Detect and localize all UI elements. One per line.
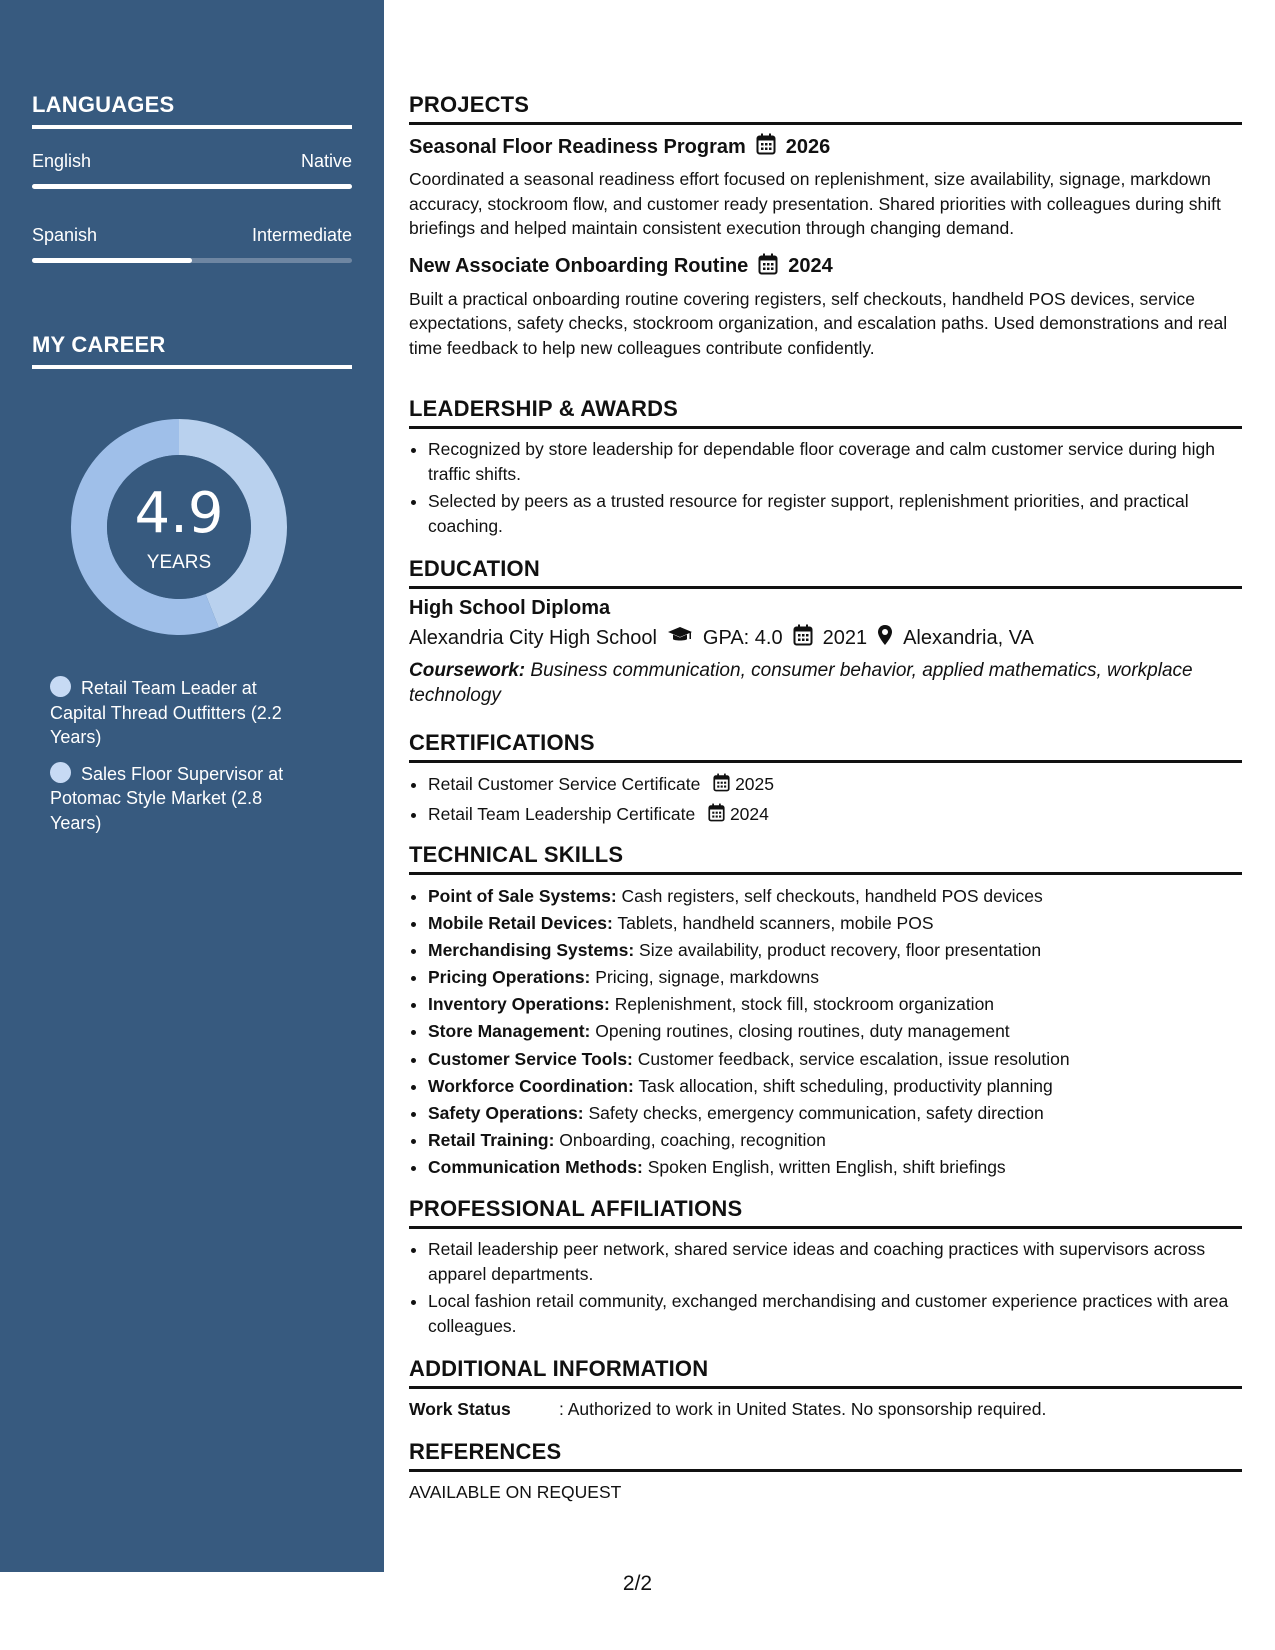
- skill-value: Tablets, handheld scanners, mobile POS: [612, 913, 934, 934]
- career-total-unit: YEARS: [146, 552, 212, 573]
- skill-item: [428, 911, 1242, 936]
- skill-item: [428, 1019, 1242, 1044]
- career-total-value: 4.9: [134, 481, 224, 546]
- skill-item: [428, 1128, 1242, 1153]
- language-item: [32, 151, 352, 189]
- education-school: Alexandria City High School: [409, 626, 657, 649]
- graduation-cap-icon: [667, 626, 693, 650]
- skill-value: Replenishment, stock fill, stockroom organization: [609, 994, 995, 1015]
- career-item: [50, 676, 312, 750]
- certifications-title: CERTIFICATIONS: [409, 730, 1242, 763]
- list-item: • Local fashion retail community, exchanged merchandising and customer experience practices with area colleagues.: [428, 1289, 1242, 1338]
- page-number: 2/2: [622, 1572, 653, 1595]
- education-year: 2021: [822, 626, 868, 649]
- project-name: Seasonal Floor Readiness Program: [409, 135, 746, 158]
- skill-label: Point of Sale Systems:: [428, 886, 617, 906]
- languages-section: [32, 92, 352, 263]
- project-year: 2026: [785, 135, 831, 158]
- list-item: [428, 772, 1242, 799]
- certification-name: Retail Team Leadership Certificate: [428, 803, 696, 824]
- bullet-dot-icon: [50, 676, 71, 697]
- language-bar: [32, 184, 352, 189]
- list-item: • Recognized by store leadership for dependable floor coverage and calm customer service during high traffic shifts.: [428, 437, 1242, 486]
- work-status-label: Work Status: [409, 1399, 511, 1419]
- language-bar-fill: [32, 184, 352, 189]
- skill-value: Spoken English, written English, shift briefings: [642, 1156, 1006, 1177]
- skills-title: TECHNICAL SKILLS: [409, 842, 1242, 875]
- skill-label: Mobile Retail Devices:: [428, 913, 613, 934]
- projects-title: PROJECTS: [409, 92, 1242, 125]
- project-name: New Associate Onboarding Routine: [409, 255, 749, 277]
- project-description: Built a practical onboarding routine covering registers, self checkouts, handheld POS devices, service expectations, safety checks, stockroom organization, and escalation paths. Used demonstrations and real time feedback to help new colleagues contribute confidently.: [409, 288, 1228, 358]
- affiliations-list: [409, 1237, 1242, 1338]
- sidebar: [0, 0, 384, 1572]
- list-item: • Retail leadership peer network, shared service ideas and coaching practices with supervisors across apparel departments.: [428, 1237, 1242, 1286]
- leadership-section: [409, 396, 1242, 541]
- skill-item: [428, 1074, 1242, 1099]
- language-level: Native: [300, 151, 352, 171]
- affiliations-title: PROFESSIONAL AFFILIATIONS: [409, 1196, 1242, 1229]
- additional-title: ADDITIONAL INFORMATION: [409, 1356, 1242, 1389]
- skill-value: Onboarding, coaching, recognition: [554, 1129, 826, 1150]
- calendar-icon: [708, 803, 725, 829]
- skill-label: Inventory Operations:: [428, 994, 610, 1015]
- skill-label: Store Management:: [428, 1021, 591, 1042]
- coursework-label: Coursework:: [409, 660, 526, 681]
- language-name: English: [32, 151, 92, 171]
- skill-label: Workforce Coordination:: [428, 1075, 634, 1096]
- project-year: 2024: [788, 255, 833, 277]
- education-title: EDUCATION: [409, 556, 1242, 589]
- skill-value: Safety checks, emergency communication, safety direction: [583, 1102, 1044, 1123]
- certification-year: 2025: [735, 774, 774, 794]
- references-section: [409, 1439, 1242, 1503]
- language-bar: [32, 258, 352, 263]
- career-donut-chart: [66, 414, 292, 640]
- project-title: [409, 253, 1242, 281]
- certification-name: Retail Customer Service Certificate: [428, 774, 701, 794]
- career-list: [50, 676, 312, 847]
- skill-value: Task allocation, shift scheduling, productivity planning: [633, 1075, 1053, 1096]
- calendar-icon: [713, 773, 730, 799]
- language-bar-fill: [32, 258, 192, 263]
- certifications-list: [409, 772, 1242, 828]
- language-level: Intermediate: [251, 225, 352, 245]
- skill-item: [428, 938, 1242, 963]
- education-section: [409, 556, 1242, 708]
- language-item: [32, 225, 352, 263]
- skill-value: Size availability, product recovery, floor presentation: [634, 940, 1042, 961]
- skill-label: Retail Training:: [428, 1129, 555, 1150]
- leadership-list: [409, 437, 1242, 538]
- work-status-row: [409, 1399, 1242, 1420]
- calendar-icon: [793, 624, 813, 652]
- language-name: Spanish: [32, 225, 98, 245]
- skill-value: Pricing, signage, markdowns: [590, 967, 819, 988]
- skill-value: Opening routines, closing routines, duty management: [590, 1021, 1010, 1042]
- skill-item: [428, 965, 1242, 990]
- career-item: [50, 762, 312, 836]
- career-item-text: Retail Team Leader at Capital Thread Outfitters (2.2 Years): [50, 678, 282, 747]
- career-item-text: Sales Floor Supervisor at Potomac Style Market (2.8 Years): [50, 763, 284, 833]
- affiliations-section: [409, 1196, 1242, 1341]
- list-item: [428, 802, 1242, 829]
- skill-value: Customer feedback, service escalation, issue resolution: [632, 1048, 1070, 1069]
- project-title: [409, 133, 1242, 161]
- projects-section: [409, 92, 1242, 360]
- certifications-section: [409, 730, 1242, 831]
- skill-item: [428, 884, 1242, 909]
- skill-item: [428, 992, 1242, 1017]
- skill-item: [428, 1101, 1242, 1126]
- languages-title: LANGUAGES: [32, 92, 352, 129]
- education-degree: High School Diploma: [409, 597, 611, 619]
- bullet-dot-icon: [50, 762, 71, 783]
- skill-item: [428, 1155, 1242, 1180]
- calendar-icon: [756, 133, 776, 161]
- work-status-value: : Authorized to work in United States. No sponsorship required.: [559, 1399, 1047, 1419]
- skill-label: Pricing Operations:: [428, 967, 591, 988]
- skill-label: Safety Operations:: [428, 1102, 584, 1123]
- coursework-text: Business communication, consumer behavior, applied mathematics, workplace technology: [409, 660, 1193, 706]
- references-title: REFERENCES: [409, 1439, 1242, 1472]
- certification-year: 2024: [729, 803, 769, 824]
- skill-value: Cash registers, self checkouts, handheld POS devices: [616, 886, 1043, 906]
- skill-label: Merchandising Systems:: [428, 940, 635, 961]
- leadership-title: LEADERSHIP & AWARDS: [409, 396, 1242, 429]
- career-section: [32, 332, 352, 369]
- calendar-icon: [758, 253, 778, 281]
- skills-list: [409, 884, 1242, 1179]
- location-pin-icon: [877, 624, 893, 652]
- skill-label: Communication Methods:: [428, 1156, 643, 1177]
- skill-item: [428, 1047, 1242, 1072]
- references-text: AVAILABLE ON REQUEST: [409, 1482, 622, 1502]
- additional-section: [409, 1356, 1242, 1420]
- skill-label: Customer Service Tools:: [428, 1048, 633, 1069]
- list-item: • Selected by peers as a trusted resource for register support, replenishment priorities, and practical coaching.: [428, 489, 1242, 538]
- skills-section: [409, 842, 1242, 1182]
- education-location: Alexandria, VA: [903, 626, 1034, 649]
- career-title: MY CAREER: [32, 332, 352, 369]
- education-details: [409, 624, 1242, 652]
- education-gpa: GPA: 4.0: [702, 626, 783, 649]
- education-coursework: [409, 658, 1242, 708]
- project-description: Coordinated a seasonal readiness effort focused on replenishment, size availability, signage, markdown accuracy, stockroom flow, and customer ready presentation. Shared priorities with colleagues during shift briefings and helped maintain consistent execution through changing demand.: [409, 169, 1221, 238]
